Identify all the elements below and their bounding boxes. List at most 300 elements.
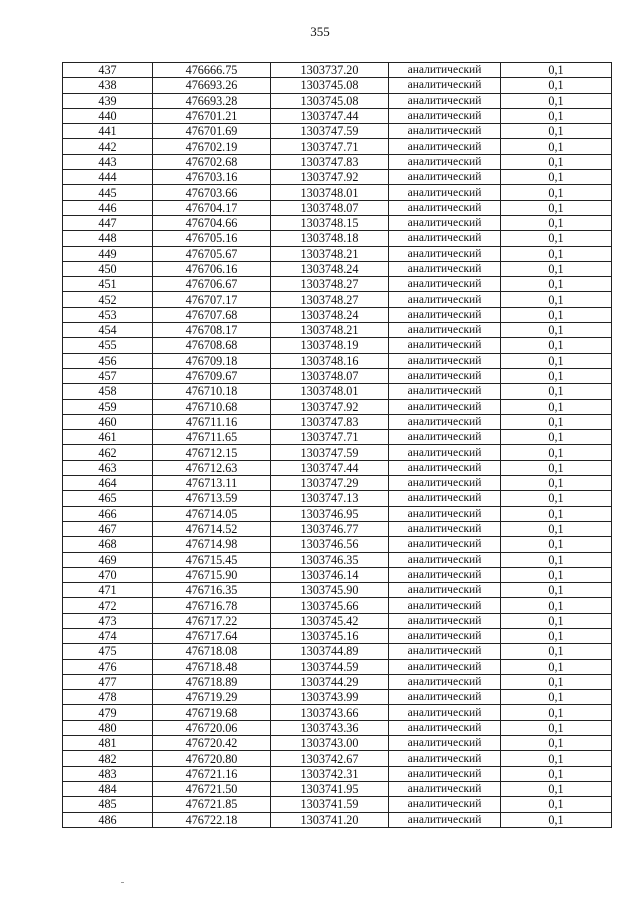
- table-row: [63, 430, 612, 445]
- y-coordinate-cell: 1303745.90: [271, 583, 389, 598]
- y-coordinate-cell: 1303746.56: [271, 537, 389, 552]
- method-cell: аналитический: [389, 63, 501, 78]
- y-coordinate-cell: 1303743.66: [271, 705, 389, 720]
- table-row: [63, 674, 612, 689]
- method-cell: аналитический: [389, 751, 501, 766]
- accuracy-cell: 0,1: [501, 414, 612, 429]
- y-coordinate-cell: 1303747.13: [271, 491, 389, 506]
- x-coordinate-cell: 476718.48: [153, 659, 271, 674]
- y-coordinate-cell: 1303747.83: [271, 154, 389, 169]
- method-cell: аналитический: [389, 307, 501, 322]
- x-coordinate-cell: 476711.65: [153, 430, 271, 445]
- point-number-cell: 453: [63, 307, 153, 322]
- x-coordinate-cell: 476703.16: [153, 170, 271, 185]
- accuracy-cell: 0,1: [501, 63, 612, 78]
- x-coordinate-cell: 476701.21: [153, 108, 271, 123]
- point-number-cell: 481: [63, 736, 153, 751]
- point-number-cell: 470: [63, 567, 153, 582]
- accuracy-cell: 0,1: [501, 736, 612, 751]
- accuracy-cell: 0,1: [501, 674, 612, 689]
- table-row: [63, 476, 612, 491]
- y-coordinate-cell: 1303746.35: [271, 552, 389, 567]
- table-row: [63, 368, 612, 383]
- method-cell: аналитический: [389, 368, 501, 383]
- table-row: [63, 506, 612, 521]
- accuracy-cell: 0,1: [501, 154, 612, 169]
- accuracy-cell: 0,1: [501, 583, 612, 598]
- y-coordinate-cell: 1303744.89: [271, 644, 389, 659]
- point-number-cell: 460: [63, 414, 153, 429]
- x-coordinate-cell: 476707.68: [153, 307, 271, 322]
- method-cell: аналитический: [389, 491, 501, 506]
- y-coordinate-cell: 1303745.66: [271, 598, 389, 613]
- accuracy-cell: 0,1: [501, 124, 612, 139]
- x-coordinate-cell: 476711.16: [153, 414, 271, 429]
- point-number-cell: 441: [63, 124, 153, 139]
- method-cell: аналитический: [389, 139, 501, 154]
- point-number-cell: 474: [63, 628, 153, 643]
- method-cell: аналитический: [389, 277, 501, 292]
- table-row: [63, 781, 612, 796]
- point-number-cell: 473: [63, 613, 153, 628]
- y-coordinate-cell: 1303748.07: [271, 200, 389, 215]
- method-cell: аналитический: [389, 399, 501, 414]
- table-row: [63, 63, 612, 78]
- method-cell: аналитический: [389, 338, 501, 353]
- method-cell: аналитический: [389, 705, 501, 720]
- accuracy-cell: 0,1: [501, 690, 612, 705]
- accuracy-cell: 0,1: [501, 368, 612, 383]
- x-coordinate-cell: 476707.17: [153, 292, 271, 307]
- y-coordinate-cell: 1303745.08: [271, 78, 389, 93]
- point-number-cell: 477: [63, 674, 153, 689]
- point-number-cell: 449: [63, 246, 153, 261]
- y-coordinate-cell: 1303748.21: [271, 246, 389, 261]
- y-coordinate-cell: 1303748.01: [271, 384, 389, 399]
- x-coordinate-cell: 476702.68: [153, 154, 271, 169]
- table-row: [63, 246, 612, 261]
- accuracy-cell: 0,1: [501, 552, 612, 567]
- x-coordinate-cell: 476712.63: [153, 460, 271, 475]
- x-coordinate-cell: 476720.80: [153, 751, 271, 766]
- accuracy-cell: 0,1: [501, 215, 612, 230]
- x-coordinate-cell: 476709.18: [153, 353, 271, 368]
- point-number-cell: 447: [63, 215, 153, 230]
- point-number-cell: 456: [63, 353, 153, 368]
- point-number-cell: 484: [63, 781, 153, 796]
- method-cell: аналитический: [389, 812, 501, 827]
- y-coordinate-cell: 1303744.29: [271, 674, 389, 689]
- accuracy-cell: 0,1: [501, 78, 612, 93]
- accuracy-cell: 0,1: [501, 720, 612, 735]
- x-coordinate-cell: 476709.67: [153, 368, 271, 383]
- y-coordinate-cell: 1303747.71: [271, 430, 389, 445]
- table-row: [63, 460, 612, 475]
- method-cell: аналитический: [389, 170, 501, 185]
- point-number-cell: 446: [63, 200, 153, 215]
- accuracy-cell: 0,1: [501, 277, 612, 292]
- y-coordinate-cell: 1303741.20: [271, 812, 389, 827]
- x-coordinate-cell: 476704.66: [153, 215, 271, 230]
- point-number-cell: 483: [63, 766, 153, 781]
- point-number-cell: 476: [63, 659, 153, 674]
- y-coordinate-cell: 1303745.16: [271, 628, 389, 643]
- table-row: [63, 353, 612, 368]
- page-number: 355: [310, 24, 330, 39]
- x-coordinate-cell: 476708.68: [153, 338, 271, 353]
- y-coordinate-cell: 1303747.71: [271, 139, 389, 154]
- method-cell: аналитический: [389, 261, 501, 276]
- point-number-cell: 443: [63, 154, 153, 169]
- x-coordinate-cell: 476714.05: [153, 506, 271, 521]
- table-row: [63, 200, 612, 215]
- method-cell: аналитический: [389, 124, 501, 139]
- accuracy-cell: 0,1: [501, 659, 612, 674]
- accuracy-cell: 0,1: [501, 200, 612, 215]
- table-row: [63, 108, 612, 123]
- method-cell: аналитический: [389, 430, 501, 445]
- point-number-cell: 475: [63, 644, 153, 659]
- y-coordinate-cell: 1303743.99: [271, 690, 389, 705]
- point-number-cell: 465: [63, 491, 153, 506]
- point-number-cell: 462: [63, 445, 153, 460]
- y-coordinate-cell: 1303747.92: [271, 399, 389, 414]
- x-coordinate-cell: 476719.68: [153, 705, 271, 720]
- accuracy-cell: 0,1: [501, 246, 612, 261]
- x-coordinate-cell: 476703.66: [153, 185, 271, 200]
- x-coordinate-cell: 476719.29: [153, 690, 271, 705]
- accuracy-cell: 0,1: [501, 613, 612, 628]
- x-coordinate-cell: 476705.67: [153, 246, 271, 261]
- method-cell: аналитический: [389, 185, 501, 200]
- y-coordinate-cell: 1303747.59: [271, 124, 389, 139]
- x-coordinate-cell: 476713.11: [153, 476, 271, 491]
- y-coordinate-cell: 1303745.08: [271, 93, 389, 108]
- method-cell: аналитический: [389, 521, 501, 536]
- point-number-cell: 480: [63, 720, 153, 735]
- table-row: [63, 567, 612, 582]
- y-coordinate-cell: 1303748.21: [271, 323, 389, 338]
- x-coordinate-cell: 476708.17: [153, 323, 271, 338]
- accuracy-cell: 0,1: [501, 797, 612, 812]
- table-row: [63, 78, 612, 93]
- y-coordinate-cell: 1303747.44: [271, 108, 389, 123]
- y-coordinate-cell: 1303748.24: [271, 261, 389, 276]
- y-coordinate-cell: 1303742.67: [271, 751, 389, 766]
- y-coordinate-cell: 1303744.59: [271, 659, 389, 674]
- table-row: [63, 124, 612, 139]
- table-row: [63, 628, 612, 643]
- table-row: [63, 170, 612, 185]
- x-coordinate-cell: 476716.78: [153, 598, 271, 613]
- accuracy-cell: 0,1: [501, 567, 612, 582]
- method-cell: аналитический: [389, 644, 501, 659]
- y-coordinate-cell: 1303748.07: [271, 368, 389, 383]
- x-coordinate-cell: 476720.42: [153, 736, 271, 751]
- method-cell: аналитический: [389, 108, 501, 123]
- accuracy-cell: 0,1: [501, 598, 612, 613]
- accuracy-cell: 0,1: [501, 338, 612, 353]
- x-coordinate-cell: 476721.50: [153, 781, 271, 796]
- table-row: [63, 261, 612, 276]
- point-number-cell: 478: [63, 690, 153, 705]
- accuracy-cell: 0,1: [501, 93, 612, 108]
- point-number-cell: 479: [63, 705, 153, 720]
- x-coordinate-cell: 476720.06: [153, 720, 271, 735]
- accuracy-cell: 0,1: [501, 751, 612, 766]
- method-cell: аналитический: [389, 231, 501, 246]
- table-row: [63, 613, 612, 628]
- point-number-cell: 455: [63, 338, 153, 353]
- accuracy-cell: 0,1: [501, 506, 612, 521]
- y-coordinate-cell: 1303742.31: [271, 766, 389, 781]
- method-cell: аналитический: [389, 384, 501, 399]
- method-cell: аналитический: [389, 613, 501, 628]
- y-coordinate-cell: 1303747.44: [271, 460, 389, 475]
- x-coordinate-cell: 476714.52: [153, 521, 271, 536]
- accuracy-cell: 0,1: [501, 537, 612, 552]
- accuracy-cell: 0,1: [501, 231, 612, 246]
- table-row: [63, 598, 612, 613]
- accuracy-cell: 0,1: [501, 644, 612, 659]
- y-coordinate-cell: 1303747.83: [271, 414, 389, 429]
- accuracy-cell: 0,1: [501, 292, 612, 307]
- x-coordinate-cell: 476693.28: [153, 93, 271, 108]
- accuracy-cell: 0,1: [501, 521, 612, 536]
- point-number-cell: 471: [63, 583, 153, 598]
- table-row: [63, 445, 612, 460]
- method-cell: аналитический: [389, 154, 501, 169]
- point-number-cell: 439: [63, 93, 153, 108]
- point-number-cell: 464: [63, 476, 153, 491]
- accuracy-cell: 0,1: [501, 430, 612, 445]
- method-cell: аналитический: [389, 537, 501, 552]
- point-number-cell: 445: [63, 185, 153, 200]
- x-coordinate-cell: 476717.22: [153, 613, 271, 628]
- point-number-cell: 452: [63, 292, 153, 307]
- y-coordinate-cell: 1303741.95: [271, 781, 389, 796]
- x-coordinate-cell: 476710.68: [153, 399, 271, 414]
- method-cell: аналитический: [389, 720, 501, 735]
- method-cell: аналитический: [389, 78, 501, 93]
- table-row: [63, 720, 612, 735]
- table-row: [63, 659, 612, 674]
- accuracy-cell: 0,1: [501, 323, 612, 338]
- method-cell: аналитический: [389, 583, 501, 598]
- x-coordinate-cell: 476693.26: [153, 78, 271, 93]
- table-row: [63, 690, 612, 705]
- table-row: [63, 277, 612, 292]
- point-number-cell: 486: [63, 812, 153, 827]
- y-coordinate-cell: 1303748.15: [271, 215, 389, 230]
- y-coordinate-cell: 1303746.95: [271, 506, 389, 521]
- accuracy-cell: 0,1: [501, 491, 612, 506]
- table-row: [63, 93, 612, 108]
- method-cell: аналитический: [389, 736, 501, 751]
- y-coordinate-cell: 1303743.36: [271, 720, 389, 735]
- y-coordinate-cell: 1303748.01: [271, 185, 389, 200]
- table-row: [63, 751, 612, 766]
- method-cell: аналитический: [389, 552, 501, 567]
- method-cell: аналитический: [389, 781, 501, 796]
- y-coordinate-cell: 1303748.16: [271, 353, 389, 368]
- coordinates-table-body: [63, 63, 612, 828]
- method-cell: аналитический: [389, 246, 501, 261]
- method-cell: аналитический: [389, 353, 501, 368]
- y-coordinate-cell: 1303748.19: [271, 338, 389, 353]
- point-number-cell: 466: [63, 506, 153, 521]
- x-coordinate-cell: 476701.69: [153, 124, 271, 139]
- x-coordinate-cell: 476718.08: [153, 644, 271, 659]
- point-number-cell: 437: [63, 63, 153, 78]
- method-cell: аналитический: [389, 690, 501, 705]
- x-coordinate-cell: 476715.45: [153, 552, 271, 567]
- method-cell: аналитический: [389, 323, 501, 338]
- x-coordinate-cell: 476713.59: [153, 491, 271, 506]
- x-coordinate-cell: 476705.16: [153, 231, 271, 246]
- y-coordinate-cell: 1303745.42: [271, 613, 389, 628]
- accuracy-cell: 0,1: [501, 384, 612, 399]
- point-number-cell: 440: [63, 108, 153, 123]
- point-number-cell: 472: [63, 598, 153, 613]
- table-row: [63, 521, 612, 536]
- accuracy-cell: 0,1: [501, 170, 612, 185]
- method-cell: аналитический: [389, 659, 501, 674]
- x-coordinate-cell: 476666.75: [153, 63, 271, 78]
- table-row: [63, 399, 612, 414]
- table-row: [63, 139, 612, 154]
- table-row: [63, 552, 612, 567]
- accuracy-cell: 0,1: [501, 781, 612, 796]
- point-number-cell: 458: [63, 384, 153, 399]
- y-coordinate-cell: 1303741.59: [271, 797, 389, 812]
- accuracy-cell: 0,1: [501, 353, 612, 368]
- point-number-cell: 451: [63, 277, 153, 292]
- y-coordinate-cell: 1303748.27: [271, 292, 389, 307]
- table-row: [63, 644, 612, 659]
- accuracy-cell: 0,1: [501, 812, 612, 827]
- method-cell: аналитический: [389, 445, 501, 460]
- y-coordinate-cell: 1303748.18: [271, 231, 389, 246]
- accuracy-cell: 0,1: [501, 139, 612, 154]
- table-row: [63, 583, 612, 598]
- table-row: [63, 797, 612, 812]
- point-number-cell: 469: [63, 552, 153, 567]
- table-row: [63, 491, 612, 506]
- table-row: [63, 705, 612, 720]
- method-cell: аналитический: [389, 200, 501, 215]
- table-row: [63, 231, 612, 246]
- point-number-cell: 457: [63, 368, 153, 383]
- table-row: [63, 185, 612, 200]
- y-coordinate-cell: 1303746.14: [271, 567, 389, 582]
- x-coordinate-cell: 476710.18: [153, 384, 271, 399]
- scan-speck: [121, 882, 124, 883]
- method-cell: аналитический: [389, 414, 501, 429]
- table-row: [63, 414, 612, 429]
- y-coordinate-cell: 1303747.92: [271, 170, 389, 185]
- accuracy-cell: 0,1: [501, 261, 612, 276]
- x-coordinate-cell: 476722.18: [153, 812, 271, 827]
- x-coordinate-cell: 476704.17: [153, 200, 271, 215]
- point-number-cell: 438: [63, 78, 153, 93]
- method-cell: аналитический: [389, 567, 501, 582]
- point-number-cell: 463: [63, 460, 153, 475]
- point-number-cell: 482: [63, 751, 153, 766]
- x-coordinate-cell: 476715.90: [153, 567, 271, 582]
- table-row: [63, 154, 612, 169]
- method-cell: аналитический: [389, 292, 501, 307]
- x-coordinate-cell: 476712.15: [153, 445, 271, 460]
- y-coordinate-cell: 1303747.59: [271, 445, 389, 460]
- method-cell: аналитический: [389, 215, 501, 230]
- coordinates-table: [62, 62, 612, 828]
- x-coordinate-cell: 476718.89: [153, 674, 271, 689]
- point-number-cell: 468: [63, 537, 153, 552]
- accuracy-cell: 0,1: [501, 460, 612, 475]
- table-row: [63, 292, 612, 307]
- table-row: [63, 323, 612, 338]
- accuracy-cell: 0,1: [501, 445, 612, 460]
- method-cell: аналитический: [389, 506, 501, 521]
- table-row: [63, 736, 612, 751]
- point-number-cell: 467: [63, 521, 153, 536]
- point-number-cell: 450: [63, 261, 153, 276]
- point-number-cell: 448: [63, 231, 153, 246]
- x-coordinate-cell: 476721.85: [153, 797, 271, 812]
- x-coordinate-cell: 476721.16: [153, 766, 271, 781]
- method-cell: аналитический: [389, 476, 501, 491]
- x-coordinate-cell: 476714.98: [153, 537, 271, 552]
- y-coordinate-cell: 1303748.24: [271, 307, 389, 322]
- y-coordinate-cell: 1303746.77: [271, 521, 389, 536]
- accuracy-cell: 0,1: [501, 476, 612, 491]
- y-coordinate-cell: 1303748.27: [271, 277, 389, 292]
- accuracy-cell: 0,1: [501, 307, 612, 322]
- x-coordinate-cell: 476706.16: [153, 261, 271, 276]
- table-row: [63, 384, 612, 399]
- accuracy-cell: 0,1: [501, 766, 612, 781]
- method-cell: аналитический: [389, 93, 501, 108]
- method-cell: аналитический: [389, 766, 501, 781]
- accuracy-cell: 0,1: [501, 628, 612, 643]
- point-number-cell: 442: [63, 139, 153, 154]
- y-coordinate-cell: 1303743.00: [271, 736, 389, 751]
- table-row: [63, 338, 612, 353]
- table-row: [63, 812, 612, 827]
- accuracy-cell: 0,1: [501, 399, 612, 414]
- y-coordinate-cell: 1303747.29: [271, 476, 389, 491]
- accuracy-cell: 0,1: [501, 185, 612, 200]
- point-number-cell: 444: [63, 170, 153, 185]
- point-number-cell: 459: [63, 399, 153, 414]
- method-cell: аналитический: [389, 598, 501, 613]
- point-number-cell: 485: [63, 797, 153, 812]
- point-number-cell: 454: [63, 323, 153, 338]
- method-cell: аналитический: [389, 797, 501, 812]
- method-cell: аналитический: [389, 460, 501, 475]
- y-coordinate-cell: 1303737.20: [271, 63, 389, 78]
- method-cell: аналитический: [389, 674, 501, 689]
- x-coordinate-cell: 476716.35: [153, 583, 271, 598]
- x-coordinate-cell: 476702.19: [153, 139, 271, 154]
- x-coordinate-cell: 476706.67: [153, 277, 271, 292]
- table-row: [63, 766, 612, 781]
- table-row: [63, 215, 612, 230]
- method-cell: аналитический: [389, 628, 501, 643]
- accuracy-cell: 0,1: [501, 705, 612, 720]
- table-row: [63, 537, 612, 552]
